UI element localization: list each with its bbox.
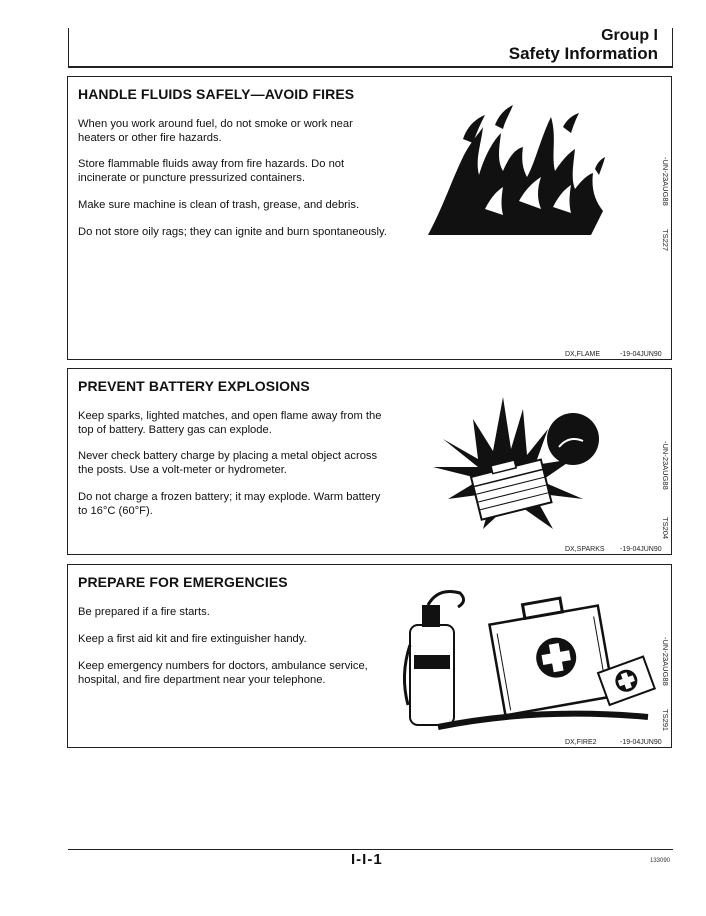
paragraph: Keep emergency numbers for doctors, ambulance service, hospital, and fire department near your telephone.: [78, 660, 368, 686]
caption-id: DX,FLAME: [565, 351, 601, 358]
paragraph: Store flammable fluids away from fire hazards. Do not incinerate or puncture pressurized containers.: [78, 158, 345, 184]
footer-rule: [68, 849, 673, 850]
image-code: -UN-23AUG88: [661, 441, 670, 490]
caption-id: DX,FIRE2: [565, 739, 597, 746]
flames-icon: [423, 97, 613, 245]
paragraph: When you work around fuel, do not smoke or work near heaters or other fire hazards.: [78, 118, 353, 144]
panel-battery-explosions: [67, 368, 672, 555]
paragraph: Be prepared if a fire starts.: [78, 606, 210, 618]
header-rule-bottom: [68, 66, 673, 68]
image-code: -UN-23AUG88: [661, 637, 670, 686]
page-number: I-I-1: [351, 851, 383, 868]
panel-fluids-fires: [67, 76, 672, 360]
paragraph: Do not store oily rags; they can ignite and burn spontaneously.: [78, 226, 387, 238]
image-code: -UN-23AUG88: [661, 157, 670, 206]
header-rule-right: [672, 28, 673, 66]
image-label: TS291: [661, 709, 670, 732]
paragraph: Do not charge a frozen battery; it may explode. Warm battery to 16°C (60°F).: [78, 491, 381, 517]
panel-title: PREVENT BATTERY EXPLOSIONS: [78, 378, 310, 394]
caption-code: -19-04JUN90: [620, 351, 662, 358]
battery-explosion-icon: [423, 389, 623, 549]
group-label: Group I: [601, 27, 658, 44]
panel-title: PREPARE FOR EMERGENCIES: [78, 574, 288, 590]
paragraph: Keep sparks, lighted matches, and open flame away from the top of battery. Battery gas can explode.: [78, 410, 382, 436]
panel-title: HANDLE FLUIDS SAFELY—AVOID FIRES: [78, 86, 355, 102]
caption-code: -19-04JUN90: [620, 739, 662, 746]
section-title: Safety Information: [508, 44, 658, 63]
doc-code: 133090: [650, 858, 671, 864]
header-rule-left: [68, 28, 69, 66]
paragraph: Make sure machine is clean of trash, grease, and debris.: [78, 199, 360, 211]
caption-id: DX,SPARKS: [565, 546, 605, 553]
first-aid-extinguisher-icon: [398, 585, 668, 735]
paragraph: Never check battery charge by placing a metal object across the posts. Use a volt-meter or hydrometer.: [78, 450, 378, 476]
image-label: TS204: [661, 517, 670, 540]
image-label: TS227: [661, 229, 670, 252]
panel-emergencies: [67, 564, 672, 748]
caption-code: -19-04JUN90: [620, 546, 662, 553]
paragraph: Keep a first aid kit and fire extinguisher handy.: [78, 633, 307, 645]
